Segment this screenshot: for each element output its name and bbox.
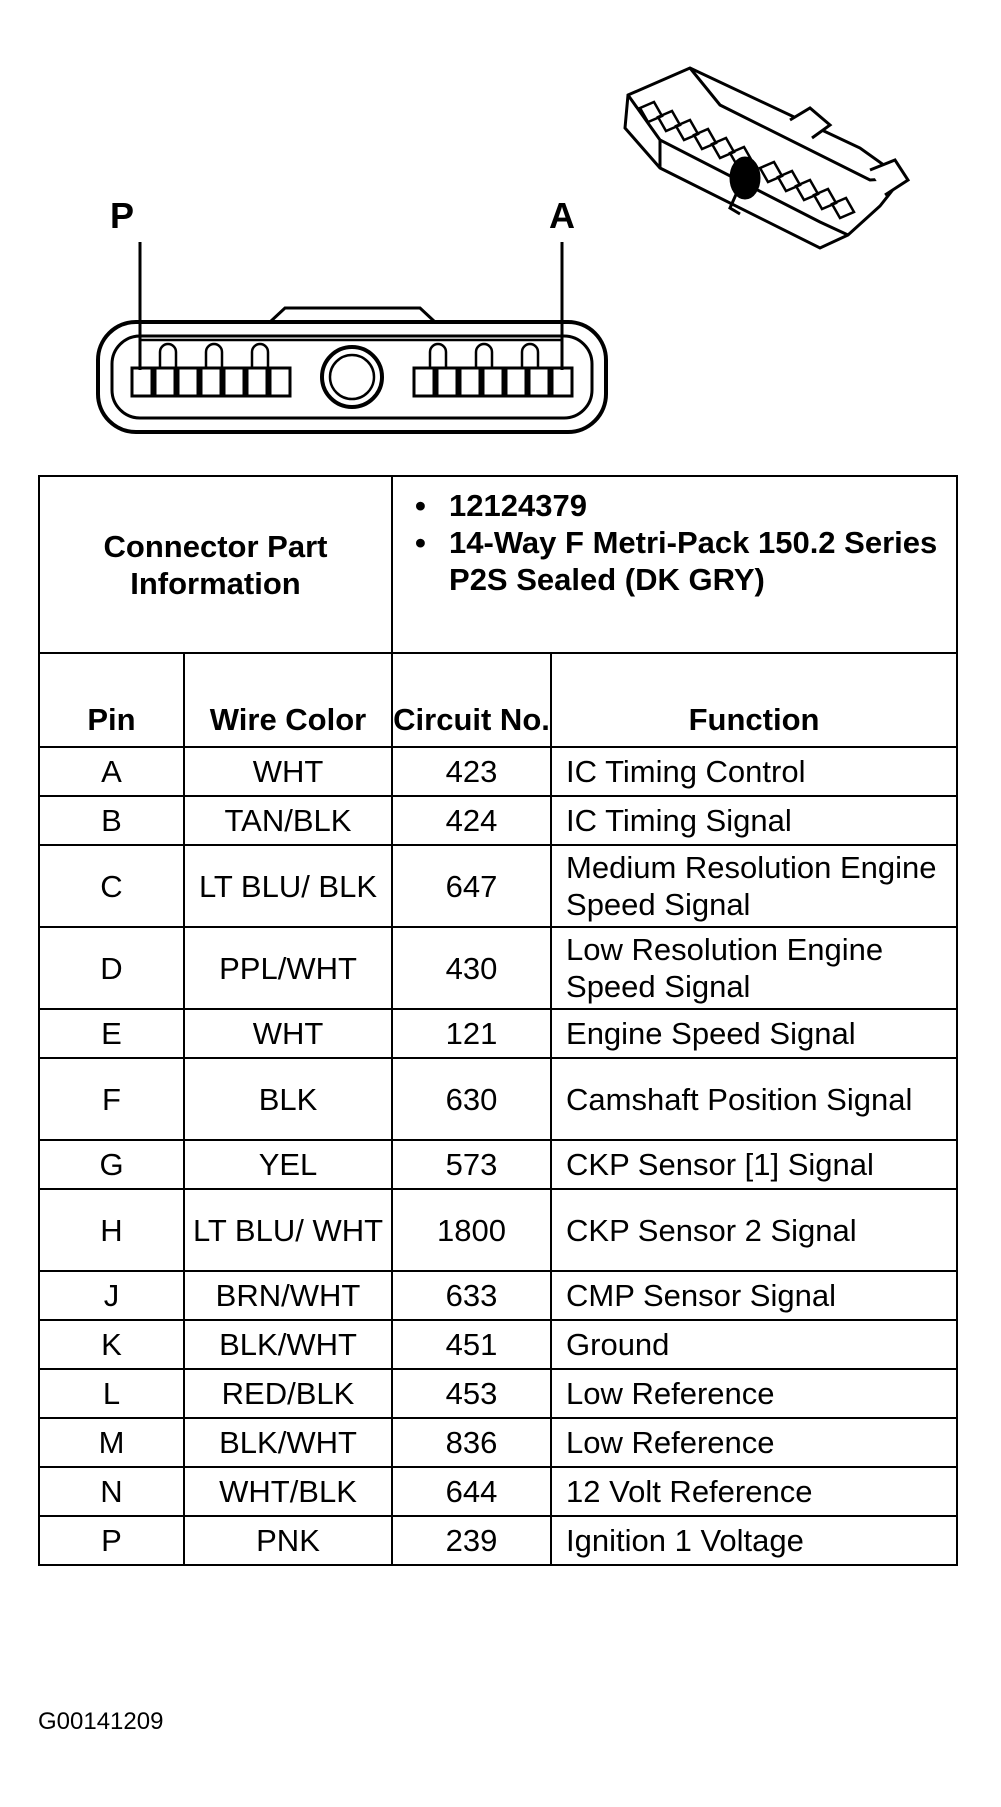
cell-function: Ignition 1 Voltage xyxy=(551,1516,957,1565)
cell-function: IC Timing Signal xyxy=(551,796,957,845)
cell-wire-color: LT BLU/ WHT xyxy=(184,1189,392,1271)
cell-function: 12 Volt Reference xyxy=(551,1467,957,1516)
table-row xyxy=(39,1418,957,1467)
cell-pin: M xyxy=(39,1418,184,1467)
part-description: • 14-Way F Metri-Pack 150.2 Series P2S Sealed (DK GRY) xyxy=(449,524,938,598)
cell-wire-color: WHT xyxy=(184,747,392,796)
cell-pin: B xyxy=(39,796,184,845)
cell-pin: J xyxy=(39,1271,184,1320)
cell-circuit-no: 644 xyxy=(392,1467,551,1516)
cell-function: Low Reference xyxy=(551,1369,957,1418)
table-row xyxy=(39,1058,957,1140)
cell-wire-color: WHT xyxy=(184,1009,392,1058)
cell-circuit-no: 121 xyxy=(392,1009,551,1058)
connector-part-list xyxy=(392,476,957,653)
table-row xyxy=(39,1467,957,1516)
connector-face-view xyxy=(98,242,606,432)
cell-circuit-no: 424 xyxy=(392,796,551,845)
cell-wire-color: LT BLU/ BLK xyxy=(184,845,392,927)
cell-circuit-no: 647 xyxy=(392,845,551,927)
table-row xyxy=(39,747,957,796)
cell-wire-color: WHT/BLK xyxy=(184,1467,392,1516)
cell-circuit-no: 573 xyxy=(392,1140,551,1189)
header-function: Function xyxy=(551,653,957,747)
cell-wire-color: PPL/WHT xyxy=(184,927,392,1009)
cell-pin: P xyxy=(39,1516,184,1565)
cell-circuit-no: 1800 xyxy=(392,1189,551,1271)
table-row xyxy=(39,1369,957,1418)
cell-circuit-no: 453 xyxy=(392,1369,551,1418)
header-pin: Pin xyxy=(39,653,184,747)
cell-wire-color: YEL xyxy=(184,1140,392,1189)
cell-pin: N xyxy=(39,1467,184,1516)
pin-label-p: P xyxy=(109,195,135,236)
cell-circuit-no: 423 xyxy=(392,747,551,796)
cell-circuit-no: 630 xyxy=(392,1058,551,1140)
figure-id: G00141209 xyxy=(38,1708,164,1735)
cell-function: CKP Sensor 2 Signal xyxy=(551,1189,957,1271)
table-header-row xyxy=(39,653,957,747)
cell-pin: K xyxy=(39,1320,184,1369)
part-number: • 12124379 xyxy=(449,487,938,524)
cell-function: Camshaft Position Signal xyxy=(551,1058,957,1140)
pinout-table xyxy=(38,475,958,1566)
cell-function: Medium Resolution Engine Speed Signal xyxy=(551,845,957,927)
table-row xyxy=(39,1140,957,1189)
cell-wire-color: RED/BLK xyxy=(184,1369,392,1418)
table-row xyxy=(39,1009,957,1058)
cell-function: Ground xyxy=(551,1320,957,1369)
table-row xyxy=(39,1516,957,1565)
cell-pin: L xyxy=(39,1369,184,1418)
table-row xyxy=(39,1189,957,1271)
cell-wire-color: TAN/BLK xyxy=(184,796,392,845)
table-row xyxy=(39,1271,957,1320)
cell-function: IC Timing Control xyxy=(551,747,957,796)
cell-wire-color: PNK xyxy=(184,1516,392,1565)
cell-circuit-no: 430 xyxy=(392,927,551,1009)
table-row xyxy=(39,1320,957,1369)
cell-pin: C xyxy=(39,845,184,927)
cell-function: CKP Sensor [1] Signal xyxy=(551,1140,957,1189)
cell-function: Low Reference xyxy=(551,1418,957,1467)
header-circuit-no: Circuit No. xyxy=(392,653,551,747)
table-row xyxy=(39,796,957,845)
cell-function: Engine Speed Signal xyxy=(551,1009,957,1058)
cell-wire-color: BRN/WHT xyxy=(184,1271,392,1320)
connector-info-label: Connector Part Information xyxy=(39,476,392,653)
cell-circuit-no: 836 xyxy=(392,1418,551,1467)
cell-function: CMP Sensor Signal xyxy=(551,1271,957,1320)
table-row xyxy=(39,927,957,1009)
cell-pin: G xyxy=(39,1140,184,1189)
cell-wire-color: BLK/WHT xyxy=(184,1320,392,1369)
cell-pin: E xyxy=(39,1009,184,1058)
pin-label-a: A xyxy=(549,195,575,236)
cell-wire-color: BLK/WHT xyxy=(184,1418,392,1467)
cell-pin: D xyxy=(39,927,184,1009)
table-row xyxy=(39,845,957,927)
cell-circuit-no: 451 xyxy=(392,1320,551,1369)
cell-circuit-no: 239 xyxy=(392,1516,551,1565)
cell-wire-color: BLK xyxy=(184,1058,392,1140)
connector-info-row xyxy=(39,476,957,653)
connector-3d-illustration xyxy=(625,68,908,248)
header-wire-color: Wire Color xyxy=(184,653,392,747)
cell-circuit-no: 633 xyxy=(392,1271,551,1320)
cell-function: Low Resolution Engine Speed Signal xyxy=(551,927,957,1009)
cell-pin: F xyxy=(39,1058,184,1140)
connector-diagram xyxy=(0,0,1001,460)
cell-pin: H xyxy=(39,1189,184,1271)
cell-pin: A xyxy=(39,747,184,796)
